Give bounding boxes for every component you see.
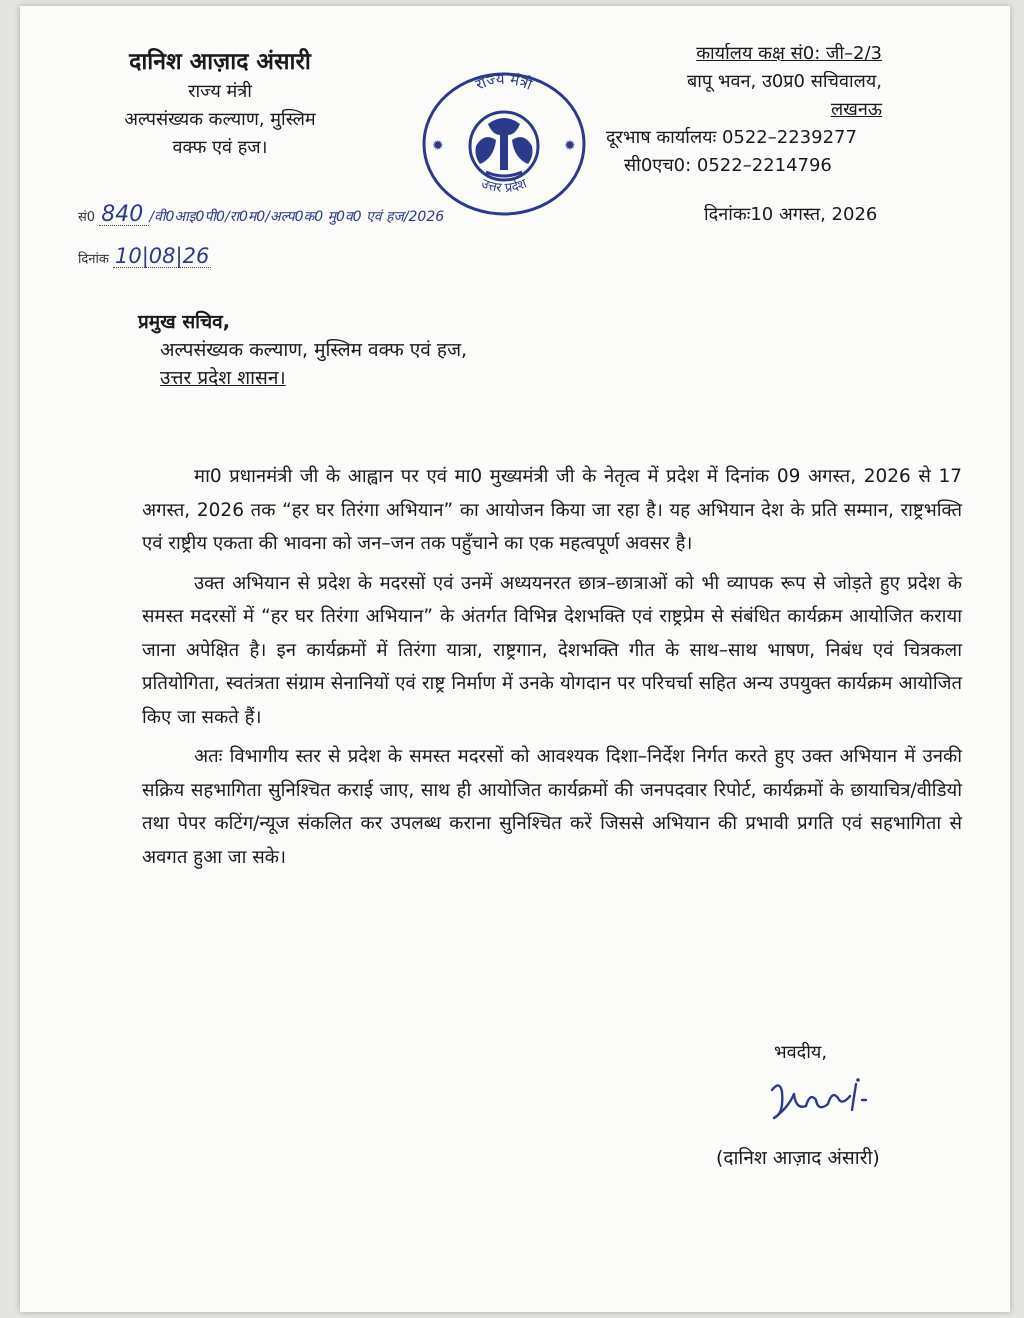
reference-date (78, 244, 211, 268)
emblem-top-text: राज्य मंत्री (472, 69, 535, 94)
emblem-bottom-text: उत्तर प्रदेश (478, 176, 530, 197)
sender-department-line2: वक्फ एवं हज। (172, 137, 268, 158)
signature-icon (758, 1070, 918, 1130)
svg-text:✹: ✹ (564, 138, 576, 154)
sender-designation: राज्य मंत्री (188, 81, 252, 102)
reference-prefix: सं0 (78, 210, 96, 225)
body-paragraph-3: अतः विभागीय स्तर से प्रदेश के समस्त मदरसों को आवश्यक दिशा–निर्देश निर्गत करते हुए उक्त अभियान में उनकी सक्रिय सहभागिता सुनिश्चित कराई जाए, साथ ही आयोजित कार्यक्रमों की जनपदवार रिपोर्ट, कार्यक्रमों के छायाचित्र/वीडियो तथा पेपर कटिंग/न्यूज संकलित कर उपलब्ध कराना सुनिश्चित करें जिससे अभियान की प्रभावी प्रगति एवं सहभागिता से अवगत हुआ जा सके। (142, 746, 962, 868)
body-paragraph-1: मा0 प्रधानमंत्री जी के आह्वान पर एवं मा0 मुख्यमंत्री जी के नेतृत्व में प्रदेश में दिनांक 09 अगस्त, 2026 से 17 अगस्त, 2026 तक “हर घर तिरंगा अभियान” का आयोजन किया जा रहा है। यह अभियान देश के प्रति सम्मान, राष्ट्रभक्ति एवं राष्ट्रीय एकता की भावना को जन–जन तक पहुँचाने का एक महत्वपूर्ण अवसर है। (142, 466, 962, 554)
office-room: कार्यालय कक्ष सं0: जी–2/3 (696, 43, 882, 64)
sender-block (20, 46, 420, 162)
sender-department-line1: अल्पसंख्यक कल्याण, मुस्लिम (124, 109, 316, 130)
closing-salutation: भवदीय, (774, 1042, 828, 1063)
reference-suffix: /वी0आइ0पी0/रा0म0/अल्प0क0 मु0व0 एवं हज/2026 (149, 209, 445, 225)
office-building: बापू भवन, उ0प्र0 सचिवालय, (686, 71, 882, 92)
signatory-name: (दानिश आज़ाद अंसारी) (716, 1147, 880, 1169)
letter-page (20, 6, 1010, 1312)
reference-handwritten-number: 840 (101, 202, 144, 227)
letter-date: दिनांकः10 अगस्त, 2026 (704, 204, 878, 225)
letter-body (142, 460, 962, 880)
reference-date-label: दिनांक (78, 252, 109, 267)
recipient-block (138, 308, 467, 392)
recipient-government: उत्तर प्रदेश शासन। (160, 367, 286, 389)
office-address-block (602, 40, 902, 180)
office-cug: सी0एच0: 0522–2214796 (624, 155, 832, 176)
reference-handwritten-date: 10|08|26 (114, 244, 210, 268)
svg-text:✹: ✹ (432, 138, 444, 154)
office-phone: दूरभाष कार्यालयः 0522–2239277 (606, 127, 857, 148)
sender-name: दानिश आज़ाद अंसारी (129, 49, 311, 75)
body-paragraph-2: उक्त अभियान से प्रदेश के मदरसों एवं उनमें अध्ययनरत छात्र–छात्राओं को भी व्यापक रूप से जोड़ते हुए प्रदेश के समस्त मदरसों में “हर घर तिरंगा अभियान” के अंतर्गत विभिन्न देशभक्ति एवं राष्ट्रप्रेम से संबंधित कार्यक्रम आयोजित कराया जाना अपेक्षित है। इन कार्यक्रमों में तिरंगा यात्रा, राष्ट्रगान, देशभक्ति गीत के साथ–साथ भाषण, निबंध एवं चित्रकला प्रतियोगिता, स्वतंत्रता संग्राम सेनानियों एवं राष्ट्र निर्माण में उनके योगदान पर परिचर्चा सहित अन्य उपयुक्त कार्यक्रम आयोजित किए जा सकते हैं। (142, 572, 962, 728)
emblem-seal-icon (418, 68, 590, 218)
reference-number (78, 202, 444, 227)
recipient-title: प्रमुख सचिव, (138, 311, 230, 333)
recipient-department: अल्पसंख्यक कल्याण, मुस्लिम वक्फ एवं हज, (160, 339, 468, 361)
office-city: लखनऊ (830, 99, 882, 120)
